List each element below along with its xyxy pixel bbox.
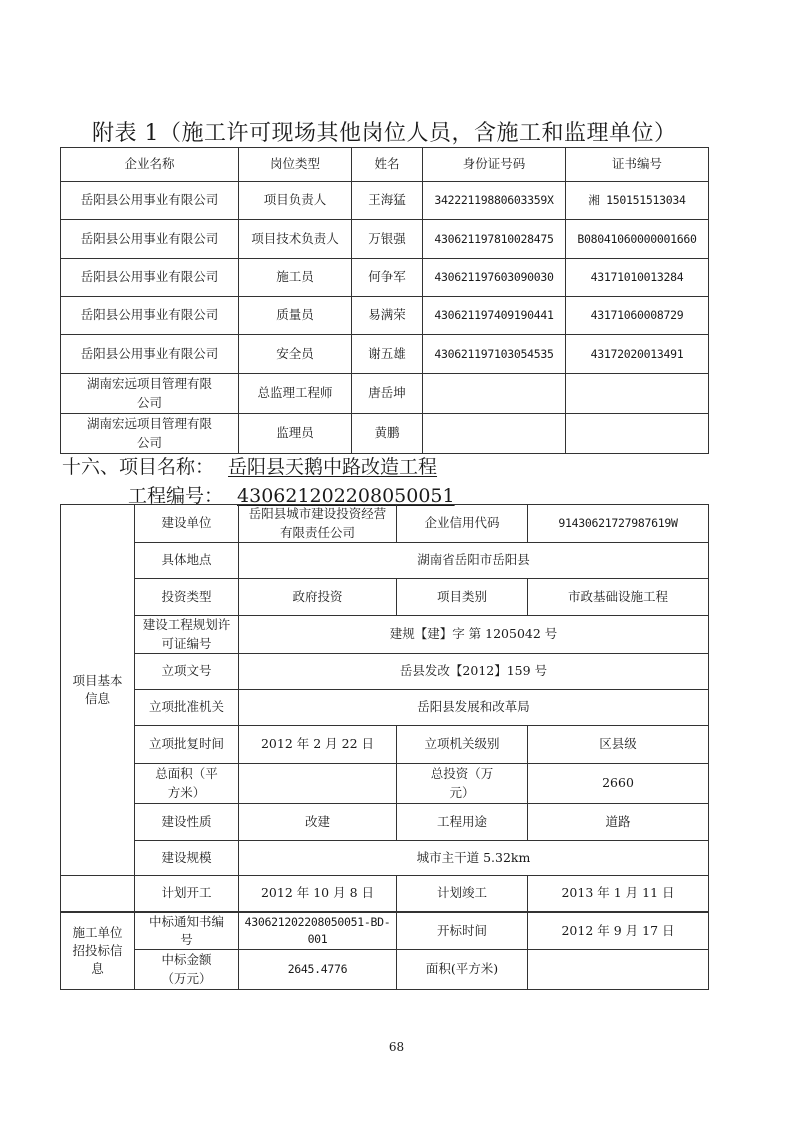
table-row — [61, 876, 709, 912]
company-cell: 岳阳县公用事业有限公司 — [61, 220, 239, 259]
role-cell: 安全员 — [239, 335, 352, 374]
cert-cell: 43171060008729 — [566, 297, 709, 335]
table-row — [61, 182, 709, 220]
id-cell — [423, 374, 566, 414]
name-cell: 万银强 — [352, 220, 423, 259]
nature-value: 改建 — [239, 804, 397, 841]
table-row — [61, 543, 709, 579]
project-name-label: 十六、项目名称： — [62, 456, 215, 478]
org-level-value: 区县级 — [528, 726, 709, 764]
notice-value: 430621202208050051-BD-001 — [239, 912, 397, 950]
approval-date-label: 立项批复时间 — [135, 726, 239, 764]
table-row — [61, 374, 709, 414]
header-cert: 证书编号 — [566, 148, 709, 182]
cert-cell: 43171010013284 — [566, 259, 709, 297]
table-row — [61, 764, 709, 804]
name-cell: 黄鹏 — [352, 414, 423, 454]
area-value — [239, 764, 397, 804]
role-cell: 项目负责人 — [239, 182, 352, 220]
scale-label: 建设规模 — [135, 841, 239, 876]
project-table — [60, 504, 709, 990]
cert-cell: B08041060000001660 — [566, 220, 709, 259]
table-row — [61, 259, 709, 297]
area-label: 总面积（平方米） — [135, 764, 239, 804]
bid-area-label: 面积(平方米) — [397, 950, 528, 990]
approval-org-label: 立项批准机关 — [135, 690, 239, 726]
amount-label: 中标金额（万元） — [135, 950, 239, 990]
nature-label: 建设性质 — [135, 804, 239, 841]
cert-cell — [566, 414, 709, 454]
name-cell: 易满荣 — [352, 297, 423, 335]
table-row — [61, 841, 709, 876]
table-row — [61, 912, 709, 950]
table-row — [61, 654, 709, 690]
company-cell: 湖南宏远项目管理有限公司 — [61, 374, 239, 414]
header-name: 姓名 — [352, 148, 423, 182]
table-row — [61, 335, 709, 374]
builder-value: 岳阳县城市建设投资经营有限责任公司 — [239, 505, 397, 543]
table-row — [61, 414, 709, 454]
location-value: 湖南省岳阳市岳阳县 — [239, 543, 709, 579]
header-id: 身份证号码 — [423, 148, 566, 182]
header-role: 岗位类型 — [239, 148, 352, 182]
total-invest-value: 2660 — [528, 764, 709, 804]
project-code-text: 430621202208050051 — [237, 485, 455, 507]
name-cell: 何争军 — [352, 259, 423, 297]
amount-value: 2645.4776 — [239, 950, 397, 990]
permit-label: 建设工程规划许可证编号 — [135, 616, 239, 654]
invest-type-label: 投资类型 — [135, 579, 239, 616]
category-value: 市政基础设施工程 — [528, 579, 709, 616]
basic-info-section-label: 项目基本信息 — [61, 505, 135, 876]
usage-label: 工程用途 — [397, 804, 528, 841]
name-cell: 唐岳坤 — [352, 374, 423, 414]
company-cell: 岳阳县公用事业有限公司 — [61, 335, 239, 374]
project-name-text: 岳阳县天鹅中路改造工程 — [228, 456, 438, 478]
name-cell: 谢五雄 — [352, 335, 423, 374]
role-cell: 质量员 — [239, 297, 352, 335]
finish-label: 计划竣工 — [397, 876, 528, 912]
project-name-value — [214, 456, 451, 478]
id-cell: 430621197603090030 — [423, 259, 566, 297]
total-invest-label: 总投资（万元） — [397, 764, 528, 804]
cert-cell: 43172020013491 — [566, 335, 709, 374]
table-row — [61, 505, 709, 543]
page-number: 68 — [388, 1040, 405, 1054]
approval-org-value: 岳阳县发展和改革局 — [239, 690, 709, 726]
table-header-row — [61, 148, 709, 182]
table-row — [61, 579, 709, 616]
open-label: 开标时间 — [397, 912, 528, 950]
company-cell: 岳阳县公用事业有限公司 — [61, 297, 239, 335]
org-level-label: 立项机关级别 — [397, 726, 528, 764]
company-cell: 岳阳县公用事业有限公司 — [61, 259, 239, 297]
appendix-title: 附表 1（施工许可现场其他岗位人员，含施工和监理单位） — [92, 121, 677, 146]
invest-type-value: 政府投资 — [239, 579, 397, 616]
permit-value: 建规【建】字 第 1205042 号 — [239, 616, 709, 654]
company-cell: 湖南宏远项目管理有限公司 — [61, 414, 239, 454]
role-cell: 施工员 — [239, 259, 352, 297]
credit-label: 企业信用代码 — [397, 505, 528, 543]
usage-value: 道路 — [528, 804, 709, 841]
project-code-label: 工程编号： — [128, 485, 224, 507]
approval-doc-label: 立项文号 — [135, 654, 239, 690]
table-row — [61, 220, 709, 259]
id-cell: 430621197409190441 — [423, 297, 566, 335]
builder-label: 建设单位 — [135, 505, 239, 543]
role-cell: 总监理工程师 — [239, 374, 352, 414]
notice-label: 中标通知书编号 — [135, 912, 239, 950]
table-row — [61, 804, 709, 841]
table-row — [61, 297, 709, 335]
finish-value: 2013 年 1 月 11 日 — [528, 876, 709, 912]
id-cell: 430621197103054535 — [423, 335, 566, 374]
table-row — [61, 616, 709, 654]
cert-cell: 湘 150151513034 — [566, 182, 709, 220]
category-label: 项目类别 — [397, 579, 528, 616]
id-cell: 430621197810028475 — [423, 220, 566, 259]
name-cell: 王海猛 — [352, 182, 423, 220]
role-cell: 项目技术负责人 — [239, 220, 352, 259]
cert-cell — [566, 374, 709, 414]
bid-info-section-label: 施工单位招投标信息 — [61, 912, 135, 990]
project-name-line — [62, 452, 451, 479]
bid-area-value — [528, 950, 709, 990]
approval-doc-value: 岳县发改【2012】159 号 — [239, 654, 709, 690]
location-label: 具体地点 — [135, 543, 239, 579]
id-cell — [423, 414, 566, 454]
open-value: 2012 年 9 月 17 日 — [528, 912, 709, 950]
company-cell: 岳阳县公用事业有限公司 — [61, 182, 239, 220]
table-row — [61, 690, 709, 726]
start-label: 计划开工 — [135, 876, 239, 912]
id-cell: 34222119880603359X — [423, 182, 566, 220]
scale-value: 城市主干道 5.32km — [239, 841, 709, 876]
approval-date-value: 2012 年 2 月 22 日 — [239, 726, 397, 764]
table-row — [61, 726, 709, 764]
planned-start-corner — [61, 876, 135, 912]
header-company: 企业名称 — [61, 148, 239, 182]
role-cell: 监理员 — [239, 414, 352, 454]
credit-value: 91430621727987619W — [528, 505, 709, 543]
start-value: 2012 年 10 月 8 日 — [239, 876, 397, 912]
staff-table — [60, 147, 709, 454]
table-row — [61, 950, 709, 990]
